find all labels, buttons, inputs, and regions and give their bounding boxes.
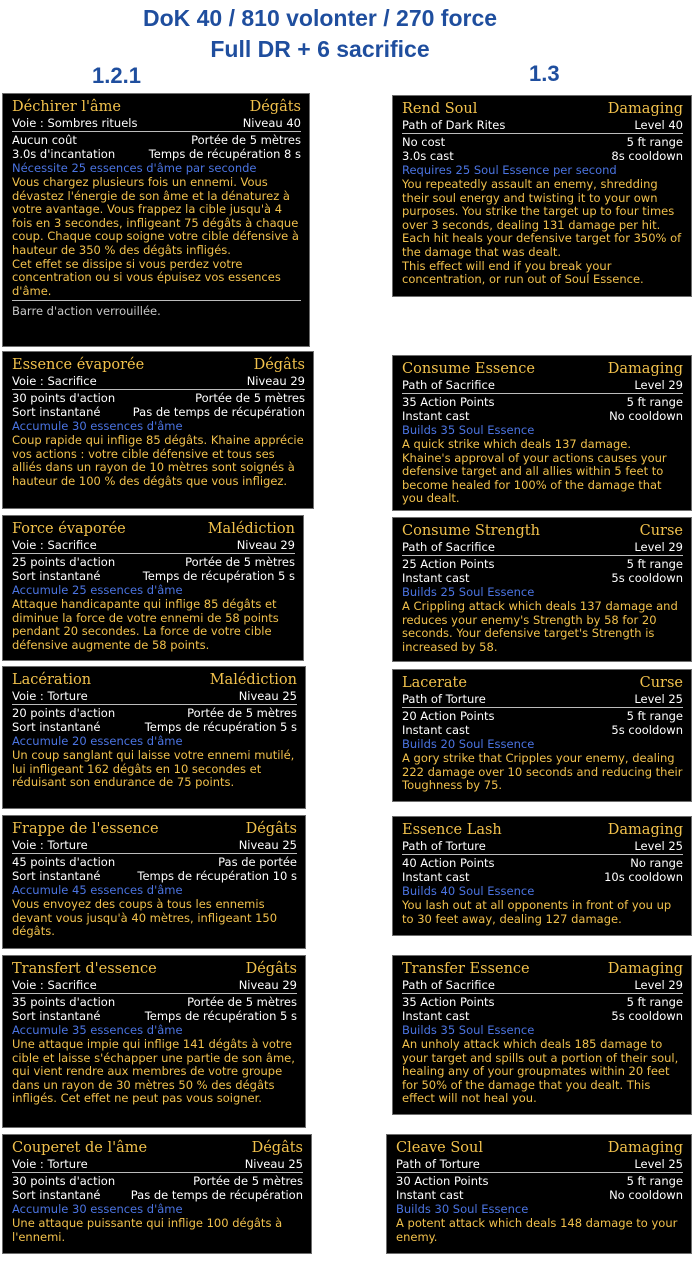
tooltip-fr-force-evaporee (2, 515, 304, 661)
ability-level: Level 29 (634, 378, 683, 392)
ability-name: Lacerate (402, 675, 467, 691)
ability-requirement: Accumule 35 essences d'âme (12, 1023, 183, 1037)
ability-requirement: Accumule 25 essences d'âme (12, 583, 183, 597)
ability-type: Dégâts (245, 821, 297, 837)
ability-path: Voie : Sacrifice (12, 978, 97, 992)
ability-type: Damaging (607, 822, 683, 838)
ability-path: Voie : Torture (12, 689, 88, 703)
ability-cast: Sort instantané (12, 720, 101, 734)
ability-range: Portée de 5 mètres (185, 555, 295, 569)
ability-cost: 25 Action Points (402, 557, 495, 571)
ability-cast: Sort instantané (12, 569, 101, 583)
divider (12, 131, 301, 132)
ability-path: Path of Sacrifice (402, 978, 495, 992)
ability-cooldown: 10s cooldown (604, 870, 683, 884)
ability-cost: 35 Action Points (402, 395, 495, 409)
ability-type: Damaging (607, 361, 683, 377)
ability-requirement: Builds 30 Soul Essence (396, 1202, 529, 1216)
divider (402, 707, 683, 708)
ability-description: You repeatedly assault an enemy, shredding their soul energy and twisting it to your own purposes. You strike the target up to four times over 3 seconds, dealing 131 damage per hit. Each hit heals your defensive target for 350% of the damage that was dealt. (402, 177, 682, 259)
ability-cast: Sort instantané (12, 405, 101, 419)
divider (12, 389, 305, 390)
ability-cast: Instant cast (396, 1188, 464, 1202)
ability-cooldown: 5s cooldown (611, 571, 683, 585)
ability-level: Level 40 (634, 118, 683, 132)
divider (402, 993, 683, 994)
tooltip-en-consume-essence (392, 355, 692, 511)
ability-cost: 25 points d'action (12, 555, 116, 569)
ability-description: Un coup sanglant qui laisse votre ennemi mutilé, lui infligeant 162 dégâts en 10 secondes et réduisant son endurance de 75 points. (12, 748, 295, 790)
ability-cooldown: Pas de temps de récupération (130, 1188, 303, 1202)
ability-cast: Instant cast (402, 409, 470, 423)
ability-level: Niveau 25 (244, 1157, 303, 1171)
ability-type: Damaging (607, 1140, 683, 1156)
divider (402, 555, 683, 556)
ability-range: No range (630, 856, 683, 870)
divider (12, 993, 297, 994)
ability-cooldown: Temps de récupération 8 s (148, 147, 301, 161)
tooltip-fr-laceration (2, 666, 306, 809)
ability-description: Vous envoyez des coups à tous les ennemis devant vous jusqu'à 40 mètres, infligeant 150 dégâts. (12, 897, 278, 939)
ability-range: Portée de 5 mètres (187, 995, 297, 1009)
ability-level: Niveau 40 (242, 116, 301, 130)
ability-description-extra: Cet effet se dissipe si vous perdez votre concentration ou si vous épuisez vos essences d'âme. (12, 256, 281, 298)
ability-level: Niveau 29 (246, 374, 305, 388)
ability-cast: Sort instantané (12, 1009, 101, 1023)
ability-description: An unholy attack which deals 185 damage to your target and spills out a portion of their soul, healing any of your groupmates within 20 feet for 50% of the damage that you dealt. This effect will not heal you. (402, 1037, 679, 1106)
ability-type: Damaging (607, 961, 683, 977)
ability-path: Voie : Sacrifice (12, 374, 97, 388)
ability-description: Une attaque puissante qui inflige 100 dégâts à l'ennemi. (12, 1216, 283, 1244)
ability-path: Path of Dark Rites (402, 118, 506, 132)
ability-path: Voie : Sacrifice (12, 538, 97, 552)
ability-requirement: Builds 20 Soul Essence (402, 737, 535, 751)
ability-name: Consume Essence (402, 361, 535, 377)
ability-cooldown: Temps de récupération 5 s (144, 720, 297, 734)
ability-requirement: Accumule 20 essences d'âme (12, 734, 183, 748)
tooltip-en-essence-lash (392, 816, 692, 936)
ability-cooldown: No cooldown (609, 1188, 683, 1202)
ability-range: 5 ft range (626, 995, 683, 1009)
ability-requirement: Builds 35 Soul Essence (402, 423, 535, 437)
ability-range: 5 ft range (626, 1174, 683, 1188)
ability-requirement: Accumule 30 essences d'âme (12, 419, 183, 433)
ability-cost: 40 Action Points (402, 856, 495, 870)
ability-description-extra: This effect will end if you break your concentration, or run out of Soul Essence. (402, 258, 644, 287)
ability-level: Niveau 29 (236, 538, 295, 552)
ability-cost: Aucun coût (12, 133, 77, 147)
ability-level: Niveau 25 (238, 689, 297, 703)
ability-cost: 20 points d'action (12, 706, 116, 720)
ability-requirement: Accumule 45 essences d'âme (12, 883, 183, 897)
tooltip-fr-frappe-de-lessence (2, 815, 306, 949)
ability-range: 5 ft range (626, 395, 683, 409)
tooltip-en-transfer-essence (392, 955, 692, 1115)
ability-name: Déchirer l'âme (12, 99, 121, 115)
ability-path: Path of Sacrifice (402, 540, 495, 554)
ability-description: Vous chargez plusieurs fois un ennemi. Vous dévastez l'énergie de son âme et la dénaturez à votre avantage. Vous frappez la cible jusqu'à 4 fois en 3 secondes, infligeant 75 dégâts à chaque coup. Chaque coup soigne votre cible défensive à hauteur de 350 % des dégâts infligés. (12, 175, 299, 257)
ability-footer: Barre d'action verrouillée. (12, 304, 161, 319)
ability-path: Path of Torture (402, 692, 486, 706)
ability-type: Curse (639, 675, 683, 691)
ability-path: Path of Sacrifice (402, 378, 495, 392)
divider (12, 553, 295, 554)
ability-range: Portée de 5 mètres (187, 706, 297, 720)
ability-range: Portée de 5 mètres (195, 391, 305, 405)
ability-range: Portée de 5 mètres (191, 133, 301, 147)
tooltip-fr-dechirer-lame (2, 93, 310, 347)
tooltip-fr-essence-evaporee (2, 351, 314, 509)
ability-path: Voie : Torture (12, 1157, 88, 1171)
ability-cooldown: 5s cooldown (611, 723, 683, 737)
ability-name: Cleave Soul (396, 1140, 483, 1156)
ability-requirement: Builds 35 Soul Essence (402, 1023, 535, 1037)
ability-cast: Instant cast (402, 571, 470, 585)
ability-cost: 30 points d'action (12, 1174, 116, 1188)
ability-type: Dégâts (245, 961, 297, 977)
ability-name: Lacération (12, 672, 92, 688)
ability-cost: 45 points d'action (12, 855, 116, 869)
divider (402, 133, 683, 134)
ability-description: A quick strike which deals 137 damage. Khaine's approval of your actions causes your defensive target and all allies within 5 feet to become healed for 100% of the damage that you dealt. (402, 437, 667, 506)
ability-cast: Instant cast (402, 1009, 470, 1023)
divider (12, 853, 297, 854)
ability-description: Une attaque impie qui inflige 141 dégâts à votre cible et laisse s'échapper une partie de son âme, qui vient rendre aux membres de votre groupe dans un rayon de 30 mètres 50 % des dégâts infligés. Cet effet ne peut pas vous soigner. (12, 1037, 295, 1106)
ability-path: Path of Torture (396, 1157, 480, 1171)
ability-name: Couperet de l'âme (12, 1140, 148, 1156)
ability-range: Portée de 5 mètres (193, 1174, 303, 1188)
ability-cast: Sort instantané (12, 869, 101, 883)
ability-level: Level 25 (634, 1157, 683, 1171)
tooltip-fr-couperet-de-lame (2, 1134, 312, 1254)
version-label-left: 1.2.1 (92, 63, 141, 88)
ability-requirement: Builds 40 Soul Essence (402, 884, 535, 898)
ability-requirement: Nécessite 25 essences d'âme par seconde (12, 161, 257, 175)
ability-range: 5 ft range (626, 135, 683, 149)
ability-level: Niveau 25 (238, 838, 297, 852)
ability-description: Attaque handicapante qui inflige 85 dégâts et diminue la force de votre ennemi de 58 points pendant 20 secondes. La force de votre cible défensive augmente de 58 points. (12, 597, 279, 652)
divider (402, 393, 683, 394)
ability-cooldown: 5s cooldown (611, 1009, 683, 1023)
ability-range: Pas de portée (218, 855, 297, 869)
ability-path: Voie : Torture (12, 838, 88, 852)
ability-name: Force évaporée (12, 521, 126, 537)
ability-description: A Crippling attack which deals 137 damage and reduces your enemy's Strength by 58 for 20 seconds. Your defensive target's Strength is increased by 58. (402, 599, 678, 654)
ability-level: Niveau 29 (238, 978, 297, 992)
divider (12, 1172, 303, 1173)
header-title-line-2: Full DR + 6 sacrifice (210, 36, 430, 62)
ability-cast: 3.0s cast (402, 149, 454, 163)
header-title-line-1: DoK 40 / 810 volonter / 270 force (142, 5, 498, 31)
tooltip-en-lacerate (392, 669, 692, 802)
ability-cooldown: Temps de récupération 5 s (142, 569, 295, 583)
ability-description: Coup rapide qui inflige 85 dégâts. Khaine apprécie vos actions : votre cible défensive et tous ses alliés dans un rayon de 10 mètres sont soignés à hauteur de 100 % des dégâts que vous infligez. (12, 433, 304, 488)
ability-cast: Instant cast (402, 723, 470, 737)
ability-cast: 3.0s d'incantation (12, 147, 116, 161)
ability-description: You lash out at all opponents in front of you up to 30 feet away, dealing 127 damage. (402, 898, 672, 926)
divider (402, 854, 683, 855)
ability-cooldown: Temps de récupération 5 s (144, 1009, 297, 1023)
ability-requirement: Builds 25 Soul Essence (402, 585, 535, 599)
ability-description: A gory strike that Cripples your enemy, dealing 222 damage over 10 seconds and reducing their Toughness by 75. (402, 751, 683, 793)
ability-level: Level 29 (634, 540, 683, 554)
ability-level: Level 25 (634, 692, 683, 706)
ability-cast: Instant cast (402, 870, 470, 884)
ability-type: Curse (639, 523, 683, 539)
ability-name: Transfer Essence (402, 961, 530, 977)
ability-cooldown: 8s cooldown (611, 149, 683, 163)
divider (12, 704, 297, 705)
ability-path: Voie : Sombres rituels (12, 116, 138, 130)
ability-type: Malédiction (209, 672, 297, 688)
ability-type: Dégâts (253, 357, 305, 373)
ability-requirement: Requires 25 Soul Essence per second (402, 163, 617, 177)
tooltip-fr-transfert-dessence (2, 955, 306, 1128)
ability-cast: Sort instantané (12, 1188, 101, 1202)
ability-description: A potent attack which deals 148 damage to your enemy. (396, 1216, 678, 1244)
ability-cooldown: No cooldown (609, 409, 683, 423)
ability-name: Frappe de l'essence (12, 821, 159, 837)
ability-range: 5 ft range (626, 709, 683, 723)
tooltip-en-cleave-soul (386, 1134, 692, 1254)
ability-range: 5 ft range (626, 557, 683, 571)
tooltip-en-rend-soul (392, 95, 692, 297)
ability-cost: 30 Action Points (396, 1174, 489, 1188)
version-label-right: 1.3 (529, 61, 560, 86)
ability-level: Level 29 (634, 978, 683, 992)
ability-cost: 35 points d'action (12, 995, 116, 1009)
ability-cost: 30 points d'action (12, 391, 116, 405)
ability-type: Malédiction (207, 521, 295, 537)
ability-level: Level 25 (634, 839, 683, 853)
ability-cost: 35 Action Points (402, 995, 495, 1009)
ability-name: Rend Soul (402, 101, 478, 117)
ability-name: Essence évaporée (12, 357, 145, 373)
divider (396, 1172, 683, 1173)
ability-name: Essence Lash (402, 822, 502, 838)
tooltip-en-consume-strength (392, 517, 692, 662)
ability-requirement: Accumule 30 essences d'âme (12, 1202, 183, 1216)
ability-cost: No cost (402, 135, 446, 149)
ability-cost: 20 Action Points (402, 709, 495, 723)
ability-path: Path of Torture (402, 839, 486, 853)
ability-cooldown: Temps de récupération 10 s (137, 869, 297, 883)
ability-type: Dégâts (249, 99, 301, 115)
divider (12, 300, 301, 301)
ability-name: Consume Strength (402, 523, 540, 539)
ability-name: Transfert d'essence (12, 961, 157, 977)
ability-type: Damaging (607, 101, 683, 117)
ability-type: Dégâts (251, 1140, 303, 1156)
ability-cooldown: Pas de temps de récupération (132, 405, 305, 419)
